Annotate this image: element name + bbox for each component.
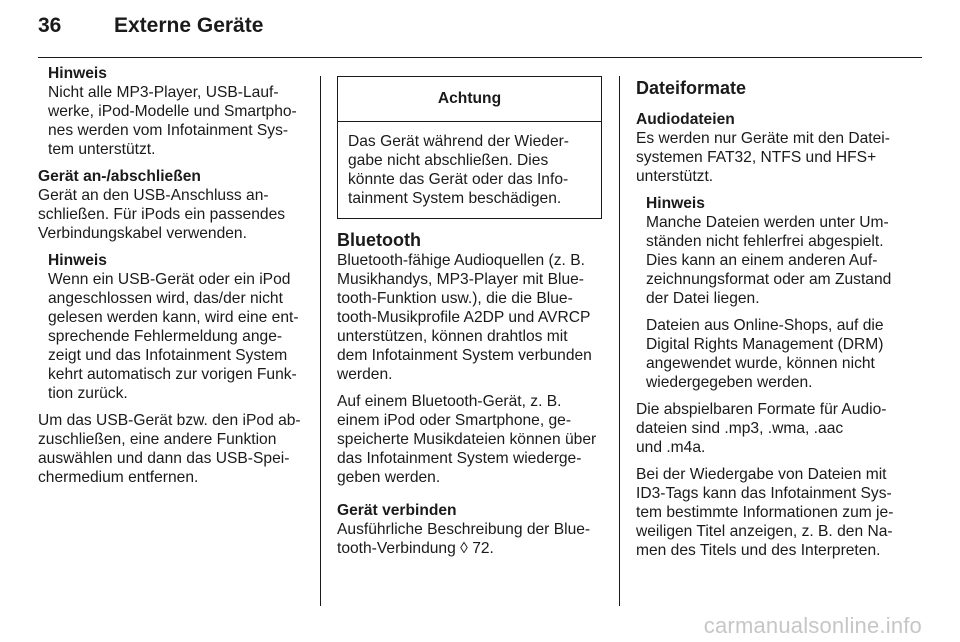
text-line: könnte das Gerät oder das Info-: [348, 171, 569, 188]
note-2: [38, 251, 304, 403]
text-line: Dies kann an einem anderen Auf-: [646, 252, 878, 269]
column-divider-1: [320, 76, 321, 606]
page-title: Externe Geräte: [114, 14, 264, 37]
text-line: dateien sind .mp3, .wma, .aac: [636, 420, 844, 437]
text-line: Verbindungskabel verwenden.: [38, 225, 247, 242]
text-line: Auf einem Bluetooth-Gerät, z. B.: [337, 393, 562, 410]
page-ref-link[interactable]: 72.: [472, 540, 494, 557]
column-divider-2: [619, 76, 620, 606]
note-1-title: Hinweis: [48, 65, 107, 82]
page-header: [38, 14, 263, 38]
text-line: zeigt und das Infotainment System: [48, 347, 288, 364]
text-line: zeichnungsformat oder am Zustand: [646, 271, 892, 288]
text-line: sprechende Fehlermeldung ange-: [48, 328, 283, 345]
text-line: nes werden vom Infotainment Sys-: [48, 122, 289, 139]
text-line: tainment System beschädigen.: [348, 190, 562, 207]
text-line: und .m4a.: [636, 439, 706, 456]
column-3: [636, 64, 903, 560]
text-line: angeschlossen wird, das/der nicht: [48, 290, 283, 307]
warning-title: Achtung: [338, 77, 601, 122]
text-line: Gerät an den USB-Anschluss an-: [38, 187, 269, 204]
warning-box: [337, 76, 602, 219]
section-title: Gerät an-/abschließen: [38, 168, 201, 185]
text-line: Wenn ein USB-Gerät oder ein iPod: [48, 271, 291, 288]
text-line: der Datei liegen.: [646, 290, 760, 307]
column-1: [38, 64, 304, 487]
text-line: Das Gerät während der Wieder-: [348, 133, 570, 150]
text-line: gelesen werden kann, wird eine ent-: [48, 309, 299, 326]
text-line: Es werden nur Geräte mit den Datei-: [636, 130, 890, 147]
text-line: werden.: [337, 366, 393, 383]
text-line: tion zurück.: [48, 385, 128, 402]
text-line: ständen nicht fehlerfrei abgespielt.: [646, 233, 884, 250]
text-line: zuschließen, eine andere Funktion: [38, 431, 277, 448]
text-line: tooth-Funktion usw.), die die Blue-: [337, 290, 573, 307]
text-line: speicherte Musikdateien können über: [337, 431, 597, 448]
text-line: systemen FAT32, NTFS und HFS+: [636, 149, 877, 166]
note-2-title: Hinweis: [48, 252, 107, 269]
subsection-title: Gerät verbinden: [337, 502, 457, 519]
section-heading: Dateiformate: [636, 78, 747, 98]
text-line: weiligen Titel anzeigen, z. B. den Na-: [636, 523, 893, 540]
text-line: Bei der Wiedergabe von Dateien mit: [636, 466, 887, 483]
text-line: Musikhandys, MP3-Player mit Blue-: [337, 271, 584, 288]
text-line: das Infotainment System wiederge-: [337, 450, 582, 467]
note-title: Hinweis: [646, 195, 705, 212]
text-line: Digital Rights Management (DRM): [646, 336, 884, 353]
column-2: [337, 64, 602, 558]
text-line: tem unterstützt.: [48, 141, 156, 158]
text-line: kehrt automatisch zur vorigen Funk-: [48, 366, 297, 383]
text-line: auswählen und dann das USB-Spei-: [38, 450, 290, 467]
text-line: unterstützt.: [636, 168, 714, 185]
text-line: Bluetooth-fähige Audioquellen (z. B.: [337, 252, 585, 269]
text-line: tooth-Musikprofile A2DP und AVRCP: [337, 309, 591, 326]
text-line: dem Infotainment System verbunden: [337, 347, 592, 364]
note-1: [38, 64, 304, 159]
text-line: [337, 539, 602, 558]
text-line: schließen. Für iPods ein passendes: [38, 206, 286, 223]
text-line: einem iPod oder Smartphone, ge-: [337, 412, 572, 429]
ref-text: tooth-Verbindung: [337, 540, 456, 557]
subsection-title: Audiodateien: [636, 111, 735, 128]
text-line: unterstützen, können drahtlos mit: [337, 328, 568, 345]
text-line: ID3-Tags kann das Infotainment Sys-: [636, 485, 892, 502]
watermark: carmanualsonline.info: [703, 613, 922, 638]
text-line: Um das USB-Gerät bzw. den iPod ab-: [38, 412, 301, 429]
text-line: chermedium entfernen.: [38, 469, 199, 486]
section-heading: Bluetooth: [337, 230, 421, 250]
text-line: men des Titels und des Interpreten.: [636, 542, 881, 559]
page-ref-arrow-icon: ◊: [460, 540, 468, 557]
warning-body: [338, 122, 601, 218]
text-line: tem bestimmte Informationen zum je-: [636, 504, 894, 521]
text-line: Die abspielbaren Formate für Audio-: [636, 401, 887, 418]
page-number: 36: [38, 14, 62, 37]
text-line: Dateien aus Online-Shops, auf die: [646, 317, 884, 334]
text-line: gabe nicht abschließen. Dies: [348, 152, 549, 169]
text-line: werke, iPod-Modelle und Smartpho-: [48, 103, 297, 120]
text-line: geben werden.: [337, 469, 441, 486]
text-line: Nicht alle MP3-Player, USB-Lauf-: [48, 84, 279, 101]
text-line: angewendet wurde, können nicht: [646, 355, 875, 372]
header-rule: [38, 57, 922, 58]
note: [636, 194, 903, 392]
text-line: wiedergegeben werden.: [646, 374, 813, 391]
text-line: Manche Dateien werden unter Um-: [646, 214, 889, 231]
text-line: Ausführliche Beschreibung der Blue-: [337, 521, 591, 538]
